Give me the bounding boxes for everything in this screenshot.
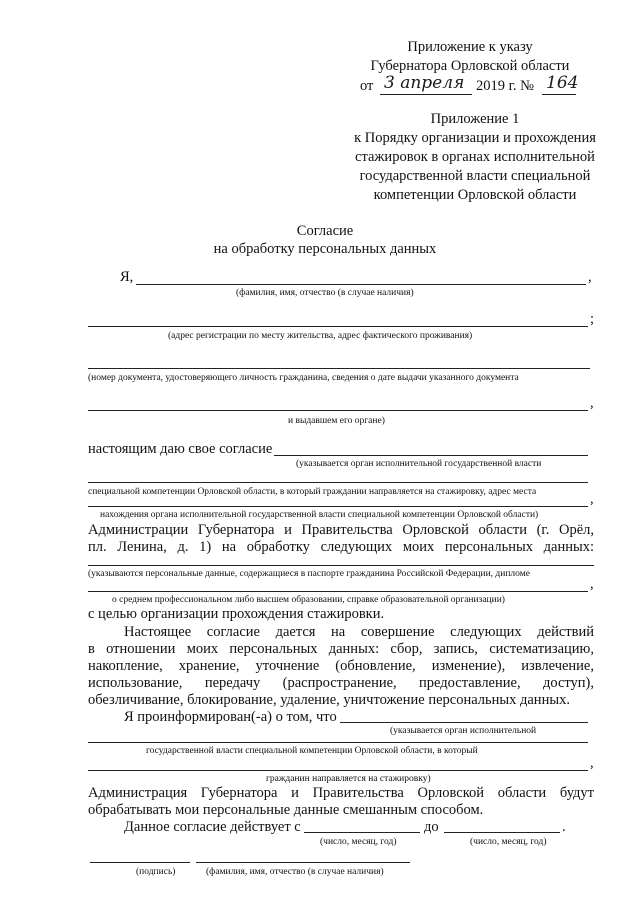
valid-from-field-line[interactable] bbox=[304, 832, 420, 833]
document-hint-2: и выдавшем его органе) bbox=[288, 416, 385, 426]
organ-field-line-3[interactable] bbox=[88, 506, 588, 507]
organ-hint-1: (указывается орган исполнительной государственной власти bbox=[296, 459, 542, 469]
admin2-line-1: Администрация Губернатора и Правительства Орловской области будут bbox=[88, 785, 594, 801]
actions-line-2: в отношении моих персональных данных: сбор, запись, систематизацию, bbox=[88, 641, 594, 657]
informed-comma: , bbox=[590, 755, 594, 771]
organ-field-line-2[interactable] bbox=[88, 482, 588, 483]
fio-field-line[interactable] bbox=[136, 284, 586, 285]
page-title: Согласие bbox=[296, 223, 354, 239]
signature-hint: (подпись) bbox=[136, 867, 176, 877]
informed-text: Я проинформирован(-а) о том, что bbox=[124, 709, 337, 725]
valid-to-label: до bbox=[424, 819, 439, 835]
signature-field-line[interactable] bbox=[90, 862, 190, 863]
annex-line-2: к Порядку организации и прохождения bbox=[354, 130, 596, 146]
actions-line-1: Настоящее согласие дается на совершение следующих действий bbox=[124, 624, 594, 640]
organ-hint-2: специальной компетенции Орловской области, в который граждании направляется на стажировку, адрес места bbox=[88, 487, 537, 497]
admin-text-line-2: пл. Ленина, д. 1) на обработку следующих моих персональных данных: bbox=[88, 539, 594, 555]
fio-comma: , bbox=[588, 269, 592, 285]
organ-hint-3: нахождения органа исполнительной государственной власти специальной компетенции Орловской области) bbox=[100, 510, 539, 520]
decree-annex-title: Приложение к указу bbox=[407, 39, 533, 55]
address-semicolon: ; bbox=[590, 311, 595, 327]
data-comma: , bbox=[590, 576, 594, 592]
page-subtitle: на обработку персональных данных bbox=[213, 241, 437, 257]
annex-line-3: стажировок в органах исполнительной bbox=[355, 149, 595, 165]
actions-line-3: накопление, хранение, уточнение (обновление, изменение), извлечение, bbox=[88, 658, 594, 674]
informed-hint-1: (указывается орган исполнительной bbox=[390, 726, 537, 736]
document-field-line-2[interactable] bbox=[88, 410, 588, 411]
annex-number: Приложение 1 bbox=[430, 111, 520, 127]
annex-line-5: компетенции Орловской области bbox=[373, 187, 577, 203]
annex-line-4: государственной власти специальной bbox=[359, 168, 591, 184]
decree-number-underline bbox=[542, 94, 576, 95]
document-field-line[interactable] bbox=[88, 368, 590, 369]
decree-number-handwritten: 164 bbox=[546, 73, 579, 93]
valid-to-hint: (число, месяц, год) bbox=[470, 837, 547, 847]
decree-date-handwritten: 3 апреля bbox=[384, 73, 465, 93]
decree-annex-governor: Губернатора Орловской области bbox=[370, 58, 570, 74]
fio-hint: (фамилия, имя, отчество (в случае наличия) bbox=[236, 288, 414, 298]
data-hint-1: (указываются персональные данные, содержащиеся в паспорте гражданина Российской Федерации, дипломе bbox=[88, 569, 530, 579]
valid-to-field-line[interactable] bbox=[444, 832, 560, 833]
admin2-line-2: обрабатывать мои персональные данные смешанным способом. bbox=[88, 802, 484, 818]
informed-field-line-3[interactable] bbox=[88, 770, 588, 771]
actions-line-4: использование, передачу (распространение, предоставление, доступ), bbox=[88, 675, 594, 691]
ya-label: Я, bbox=[120, 269, 134, 285]
decree-date-underline bbox=[380, 94, 472, 95]
organ-field-line[interactable] bbox=[274, 455, 588, 456]
actions-line-5: обезличивание, блокирование, удаление, уничтожение персональных данных. bbox=[88, 692, 570, 708]
admin-text-line-1: Администрации Губернатора и Правительства Орловской области (г. Орёл, bbox=[88, 522, 594, 538]
data-field-line-2[interactable] bbox=[88, 591, 588, 592]
decree-date-prefix: от bbox=[360, 78, 374, 94]
informed-field-line[interactable] bbox=[340, 722, 588, 723]
address-field-line[interactable] bbox=[88, 326, 588, 327]
valid-from-hint: (число, месяц, год) bbox=[320, 837, 397, 847]
valid-from-label: Данное согласие действует с bbox=[124, 819, 301, 835]
informed-hint-3: гражданин направляется на стажировку) bbox=[266, 774, 431, 784]
consent-text: настоящим даю свое согласие bbox=[88, 441, 273, 457]
valid-period: . bbox=[562, 819, 566, 835]
organ-comma: , bbox=[590, 491, 594, 507]
document-comma: , bbox=[590, 395, 594, 411]
document-hint-1: (номер документа, удостоверяющего личность гражданина, сведения о дате выдачи указанного документа bbox=[88, 373, 519, 383]
informed-hint-2: государственной власти специальной компетенции Орловской области, в который bbox=[146, 746, 478, 756]
signature-fio-hint: (фамилия, имя, отчество (в случае наличия) bbox=[206, 867, 384, 877]
decree-year: 2019 г. № bbox=[476, 78, 535, 94]
data-field-line[interactable] bbox=[88, 565, 594, 566]
signature-fio-field-line[interactable] bbox=[196, 862, 410, 863]
purpose-text: с целью организации прохождения стажировки. bbox=[88, 606, 385, 622]
address-hint: (адрес регистрации по месту жительства, адрес фактического проживания) bbox=[168, 331, 473, 341]
data-hint-2: о среднем профессиональном либо высшем образовании, справке образовательной организации) bbox=[112, 595, 505, 605]
informed-field-line-2[interactable] bbox=[88, 742, 588, 743]
